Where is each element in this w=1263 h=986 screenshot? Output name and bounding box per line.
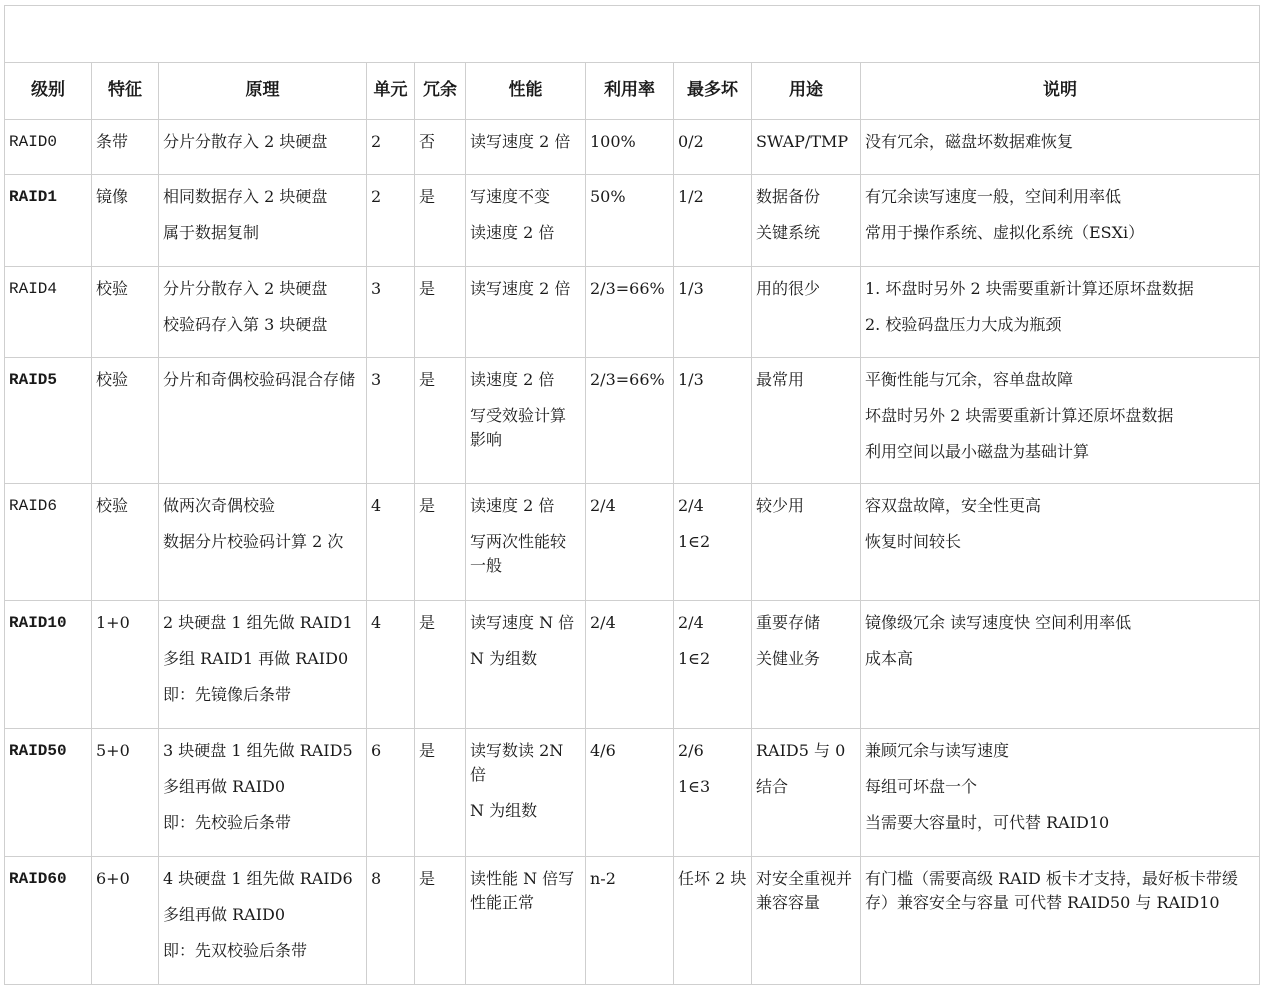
principle-cell-line: 数据分片校验码计算 2 次 bbox=[163, 532, 344, 551]
performance-cell-line: 读写速度 N 倍 bbox=[470, 613, 575, 632]
utilization-cell: 50% bbox=[586, 175, 674, 267]
notes-cell-line: 容双盘故障，安全性更高 bbox=[865, 496, 1042, 515]
notes-cell-line: 当需要大容量时，可代替 RAID10 bbox=[865, 813, 1110, 832]
level-cell: RAID1 bbox=[5, 175, 92, 267]
header-principle: 原理 bbox=[159, 63, 367, 120]
header-usage: 用途 bbox=[752, 63, 861, 120]
usage-cell-line: 用的很少 bbox=[756, 279, 821, 298]
unit-cell: 8 bbox=[367, 857, 415, 985]
notes-cell bbox=[861, 267, 1260, 358]
principle-cell-line: 3 块硬盘 1 组先做 RAID5 bbox=[163, 741, 353, 760]
max-failures-cell-line: 1∈2 bbox=[678, 532, 711, 551]
usage-cell bbox=[752, 120, 861, 175]
principle-cell-line: 即：先校验后条带 bbox=[163, 813, 292, 832]
header-feature: 特征 bbox=[92, 63, 159, 120]
principle-cell-line: 多组再做 RAID0 bbox=[163, 905, 286, 924]
header-redundancy: 冗余 bbox=[415, 63, 466, 120]
performance-cell-line: N 为组数 bbox=[470, 649, 538, 668]
usage-cell-line: RAID5 与 0 bbox=[756, 741, 846, 760]
notes-cell-line: 镜像级冗余 读写速度快 空间利用率低 bbox=[865, 613, 1132, 632]
principle-cell bbox=[159, 484, 367, 601]
notes-cell-line: 2. 校验码盘压力大成为瓶颈 bbox=[865, 315, 1062, 334]
performance-cell bbox=[466, 484, 586, 601]
performance-cell-line: 读速度 2 倍 bbox=[470, 370, 555, 389]
performance-cell-line: 写两次性能较一般 bbox=[470, 532, 567, 575]
level-cell: RAID10 bbox=[5, 601, 92, 729]
table-row bbox=[5, 857, 1260, 985]
redundancy-cell: 是 bbox=[415, 484, 466, 601]
max-failures-cell bbox=[674, 120, 752, 175]
usage-cell-line: 结合 bbox=[756, 777, 789, 796]
principle-cell bbox=[159, 857, 367, 985]
max-failures-cell bbox=[674, 601, 752, 729]
principle-cell-line: 分片分散存入 2 块硬盘 bbox=[163, 132, 328, 151]
principle-cell-line: 分片分散存入 2 块硬盘 bbox=[163, 279, 328, 298]
max-failures-cell bbox=[674, 484, 752, 601]
level-cell: RAID4 bbox=[5, 267, 92, 358]
usage-cell bbox=[752, 267, 861, 358]
redundancy-cell: 是 bbox=[415, 358, 466, 484]
usage-cell-line: 最常用 bbox=[756, 370, 805, 389]
principle-cell-line: 多组 RAID1 再做 RAID0 bbox=[163, 649, 349, 668]
max-failures-cell-line: 2/4 bbox=[678, 496, 704, 515]
table-row bbox=[5, 484, 1260, 601]
feature-cell: 1+0 bbox=[92, 601, 159, 729]
usage-cell bbox=[752, 175, 861, 267]
max-failures-cell-line: 0/2 bbox=[678, 132, 704, 151]
feature-cell: 镜像 bbox=[92, 175, 159, 267]
principle-cell-line: 2 块硬盘 1 组先做 RAID1 bbox=[163, 613, 353, 632]
header-utilization: 利用率 bbox=[586, 63, 674, 120]
table-row bbox=[5, 358, 1260, 484]
notes-cell bbox=[861, 729, 1260, 857]
notes-cell bbox=[861, 484, 1260, 601]
unit-cell: 3 bbox=[367, 358, 415, 484]
unit-cell: 2 bbox=[367, 120, 415, 175]
notes-cell bbox=[861, 175, 1260, 267]
utilization-cell: 2/3=66% bbox=[586, 267, 674, 358]
performance-cell bbox=[466, 857, 586, 985]
unit-cell: 3 bbox=[367, 267, 415, 358]
performance-cell-line: 读性能 N 倍写性能正常 bbox=[470, 869, 575, 912]
table-row bbox=[5, 601, 1260, 729]
max-failures-cell-line: 任坏 2 块 bbox=[678, 869, 747, 888]
header-max-failures: 最多坏 bbox=[674, 63, 752, 120]
principle-cell-line: 做两次奇偶校验 bbox=[163, 496, 276, 515]
level-cell: RAID60 bbox=[5, 857, 92, 985]
principle-cell-line: 即：先镜像后条带 bbox=[163, 685, 292, 704]
principle-cell-line: 属于数据复制 bbox=[163, 223, 260, 242]
max-failures-cell-line: 1/3 bbox=[678, 370, 704, 389]
max-failures-cell-line: 2/6 bbox=[678, 741, 704, 760]
principle-cell-line: 相同数据存入 2 块硬盘 bbox=[163, 187, 328, 206]
max-failures-cell-line: 1∈2 bbox=[678, 649, 711, 668]
usage-cell bbox=[752, 729, 861, 857]
usage-cell-line: 关键系统 bbox=[756, 223, 821, 242]
principle-cell-line: 分片和奇偶校验码混合存储 bbox=[163, 370, 356, 389]
max-failures-cell bbox=[674, 857, 752, 985]
usage-cell bbox=[752, 857, 861, 985]
level-cell: RAID6 bbox=[5, 484, 92, 601]
header-performance: 性能 bbox=[466, 63, 586, 120]
redundancy-cell: 是 bbox=[415, 857, 466, 985]
notes-cell-line: 兼顾冗余与读写速度 bbox=[865, 741, 1010, 760]
notes-cell-line: 坏盘时另外 2 块需要重新计算还原坏盘数据 bbox=[865, 406, 1174, 425]
performance-cell-line: 写速度不变 bbox=[470, 187, 551, 206]
performance-cell bbox=[466, 729, 586, 857]
usage-cell bbox=[752, 358, 861, 484]
unit-cell: 6 bbox=[367, 729, 415, 857]
principle-cell bbox=[159, 120, 367, 175]
notes-cell bbox=[861, 120, 1260, 175]
redundancy-cell: 是 bbox=[415, 601, 466, 729]
max-failures-cell bbox=[674, 175, 752, 267]
feature-cell: 5+0 bbox=[92, 729, 159, 857]
usage-cell bbox=[752, 484, 861, 601]
header-notes: 说明 bbox=[861, 63, 1260, 120]
notes-cell-line: 成本高 bbox=[865, 649, 914, 668]
usage-cell-line: 关健业务 bbox=[756, 649, 821, 668]
performance-cell-line: 读速度 2 倍 bbox=[470, 223, 555, 242]
notes-cell bbox=[861, 857, 1260, 985]
principle-cell bbox=[159, 729, 367, 857]
performance-cell bbox=[466, 267, 586, 358]
table-row bbox=[5, 267, 1260, 358]
max-failures-cell bbox=[674, 267, 752, 358]
unit-cell: 2 bbox=[367, 175, 415, 267]
unit-cell: 4 bbox=[367, 484, 415, 601]
redundancy-cell: 是 bbox=[415, 267, 466, 358]
performance-cell-line: 读写数读 2N 倍 bbox=[470, 741, 564, 784]
usage-cell-line: 数据备份 bbox=[756, 187, 821, 206]
redundancy-cell: 是 bbox=[415, 729, 466, 857]
usage-cell-line: 重要存储 bbox=[756, 613, 821, 632]
raid-comparison-table-wrapper bbox=[4, 5, 1260, 985]
principle-cell bbox=[159, 267, 367, 358]
usage-cell-line: 较少用 bbox=[756, 496, 805, 515]
notes-cell-line: 有冗余读写速度一般，空间利用率低 bbox=[865, 187, 1122, 206]
empty-title-cell bbox=[5, 6, 1260, 63]
notes-cell-line: 1. 坏盘时另外 2 块需要重新计算还原坏盘数据 bbox=[865, 279, 1194, 298]
notes-cell-line: 恢复时间较长 bbox=[865, 532, 962, 551]
header-level: 级别 bbox=[5, 63, 92, 120]
unit-cell: 4 bbox=[367, 601, 415, 729]
empty-title-row bbox=[5, 6, 1260, 63]
header-unit: 单元 bbox=[367, 63, 415, 120]
table-body bbox=[5, 120, 1260, 985]
feature-cell: 条带 bbox=[92, 120, 159, 175]
usage-cell bbox=[752, 601, 861, 729]
notes-cell-line: 利用空间以最小磁盘为基础计算 bbox=[865, 442, 1090, 461]
performance-cell-line: 写受效验计算影响 bbox=[470, 406, 567, 449]
performance-cell bbox=[466, 175, 586, 267]
notes-cell-line: 平衡性能与冗余，容单盘故障 bbox=[865, 370, 1074, 389]
raid-comparison-table bbox=[4, 5, 1260, 985]
redundancy-cell: 是 bbox=[415, 175, 466, 267]
feature-cell: 校验 bbox=[92, 267, 159, 358]
notes-cell bbox=[861, 358, 1260, 484]
feature-cell: 校验 bbox=[92, 358, 159, 484]
principle-cell-line: 多组再做 RAID0 bbox=[163, 777, 286, 796]
notes-cell-line: 常用于操作系统、虚拟化系统（ESXi） bbox=[865, 223, 1145, 242]
usage-cell-line: 对安全重视并兼容容量 bbox=[756, 869, 853, 912]
table-row bbox=[5, 175, 1260, 267]
table-row bbox=[5, 729, 1260, 857]
notes-cell-line: 每组可坏盘一个 bbox=[865, 777, 978, 796]
max-failures-cell bbox=[674, 358, 752, 484]
principle-cell-line: 4 块硬盘 1 组先做 RAID6 bbox=[163, 869, 353, 888]
performance-cell bbox=[466, 601, 586, 729]
principle-cell bbox=[159, 601, 367, 729]
utilization-cell: 2/4 bbox=[586, 601, 674, 729]
performance-cell bbox=[466, 358, 586, 484]
max-failures-cell-line: 1∈3 bbox=[678, 777, 711, 796]
header-row bbox=[5, 63, 1260, 120]
max-failures-cell-line: 1/3 bbox=[678, 279, 704, 298]
utilization-cell: 100% bbox=[586, 120, 674, 175]
max-failures-cell-line: 1/2 bbox=[678, 187, 704, 206]
feature-cell: 校验 bbox=[92, 484, 159, 601]
usage-cell-line: SWAP/TMP bbox=[756, 132, 849, 151]
max-failures-cell-line: 2/4 bbox=[678, 613, 704, 632]
notes-cell-line: 有门槛（需要高级 RAID 板卡才支持，最好板卡带缓存）兼容安全与容量 可代替 RAID50 与 RAID10 bbox=[865, 869, 1238, 912]
performance-cell-line: 读速度 2 倍 bbox=[470, 496, 555, 515]
level-cell: RAID0 bbox=[5, 120, 92, 175]
utilization-cell: n-2 bbox=[586, 857, 674, 985]
principle-cell-line: 校验码存入第 3 块硬盘 bbox=[163, 315, 328, 334]
principle-cell-line: 即：先双校验后条带 bbox=[163, 941, 308, 960]
table-row bbox=[5, 120, 1260, 175]
utilization-cell: 2/3=66% bbox=[586, 358, 674, 484]
notes-cell bbox=[861, 601, 1260, 729]
notes-cell-line: 没有冗余，磁盘坏数据难恢复 bbox=[865, 132, 1074, 151]
performance-cell-line: N 为组数 bbox=[470, 801, 538, 820]
level-cell: RAID50 bbox=[5, 729, 92, 857]
feature-cell: 6+0 bbox=[92, 857, 159, 985]
performance-cell-line: 读写速度 2 倍 bbox=[470, 279, 571, 298]
utilization-cell: 2/4 bbox=[586, 484, 674, 601]
utilization-cell: 4/6 bbox=[586, 729, 674, 857]
performance-cell-line: 读写速度 2 倍 bbox=[470, 132, 571, 151]
level-cell: RAID5 bbox=[5, 358, 92, 484]
principle-cell bbox=[159, 358, 367, 484]
performance-cell bbox=[466, 120, 586, 175]
principle-cell bbox=[159, 175, 367, 267]
max-failures-cell bbox=[674, 729, 752, 857]
redundancy-cell: 否 bbox=[415, 120, 466, 175]
